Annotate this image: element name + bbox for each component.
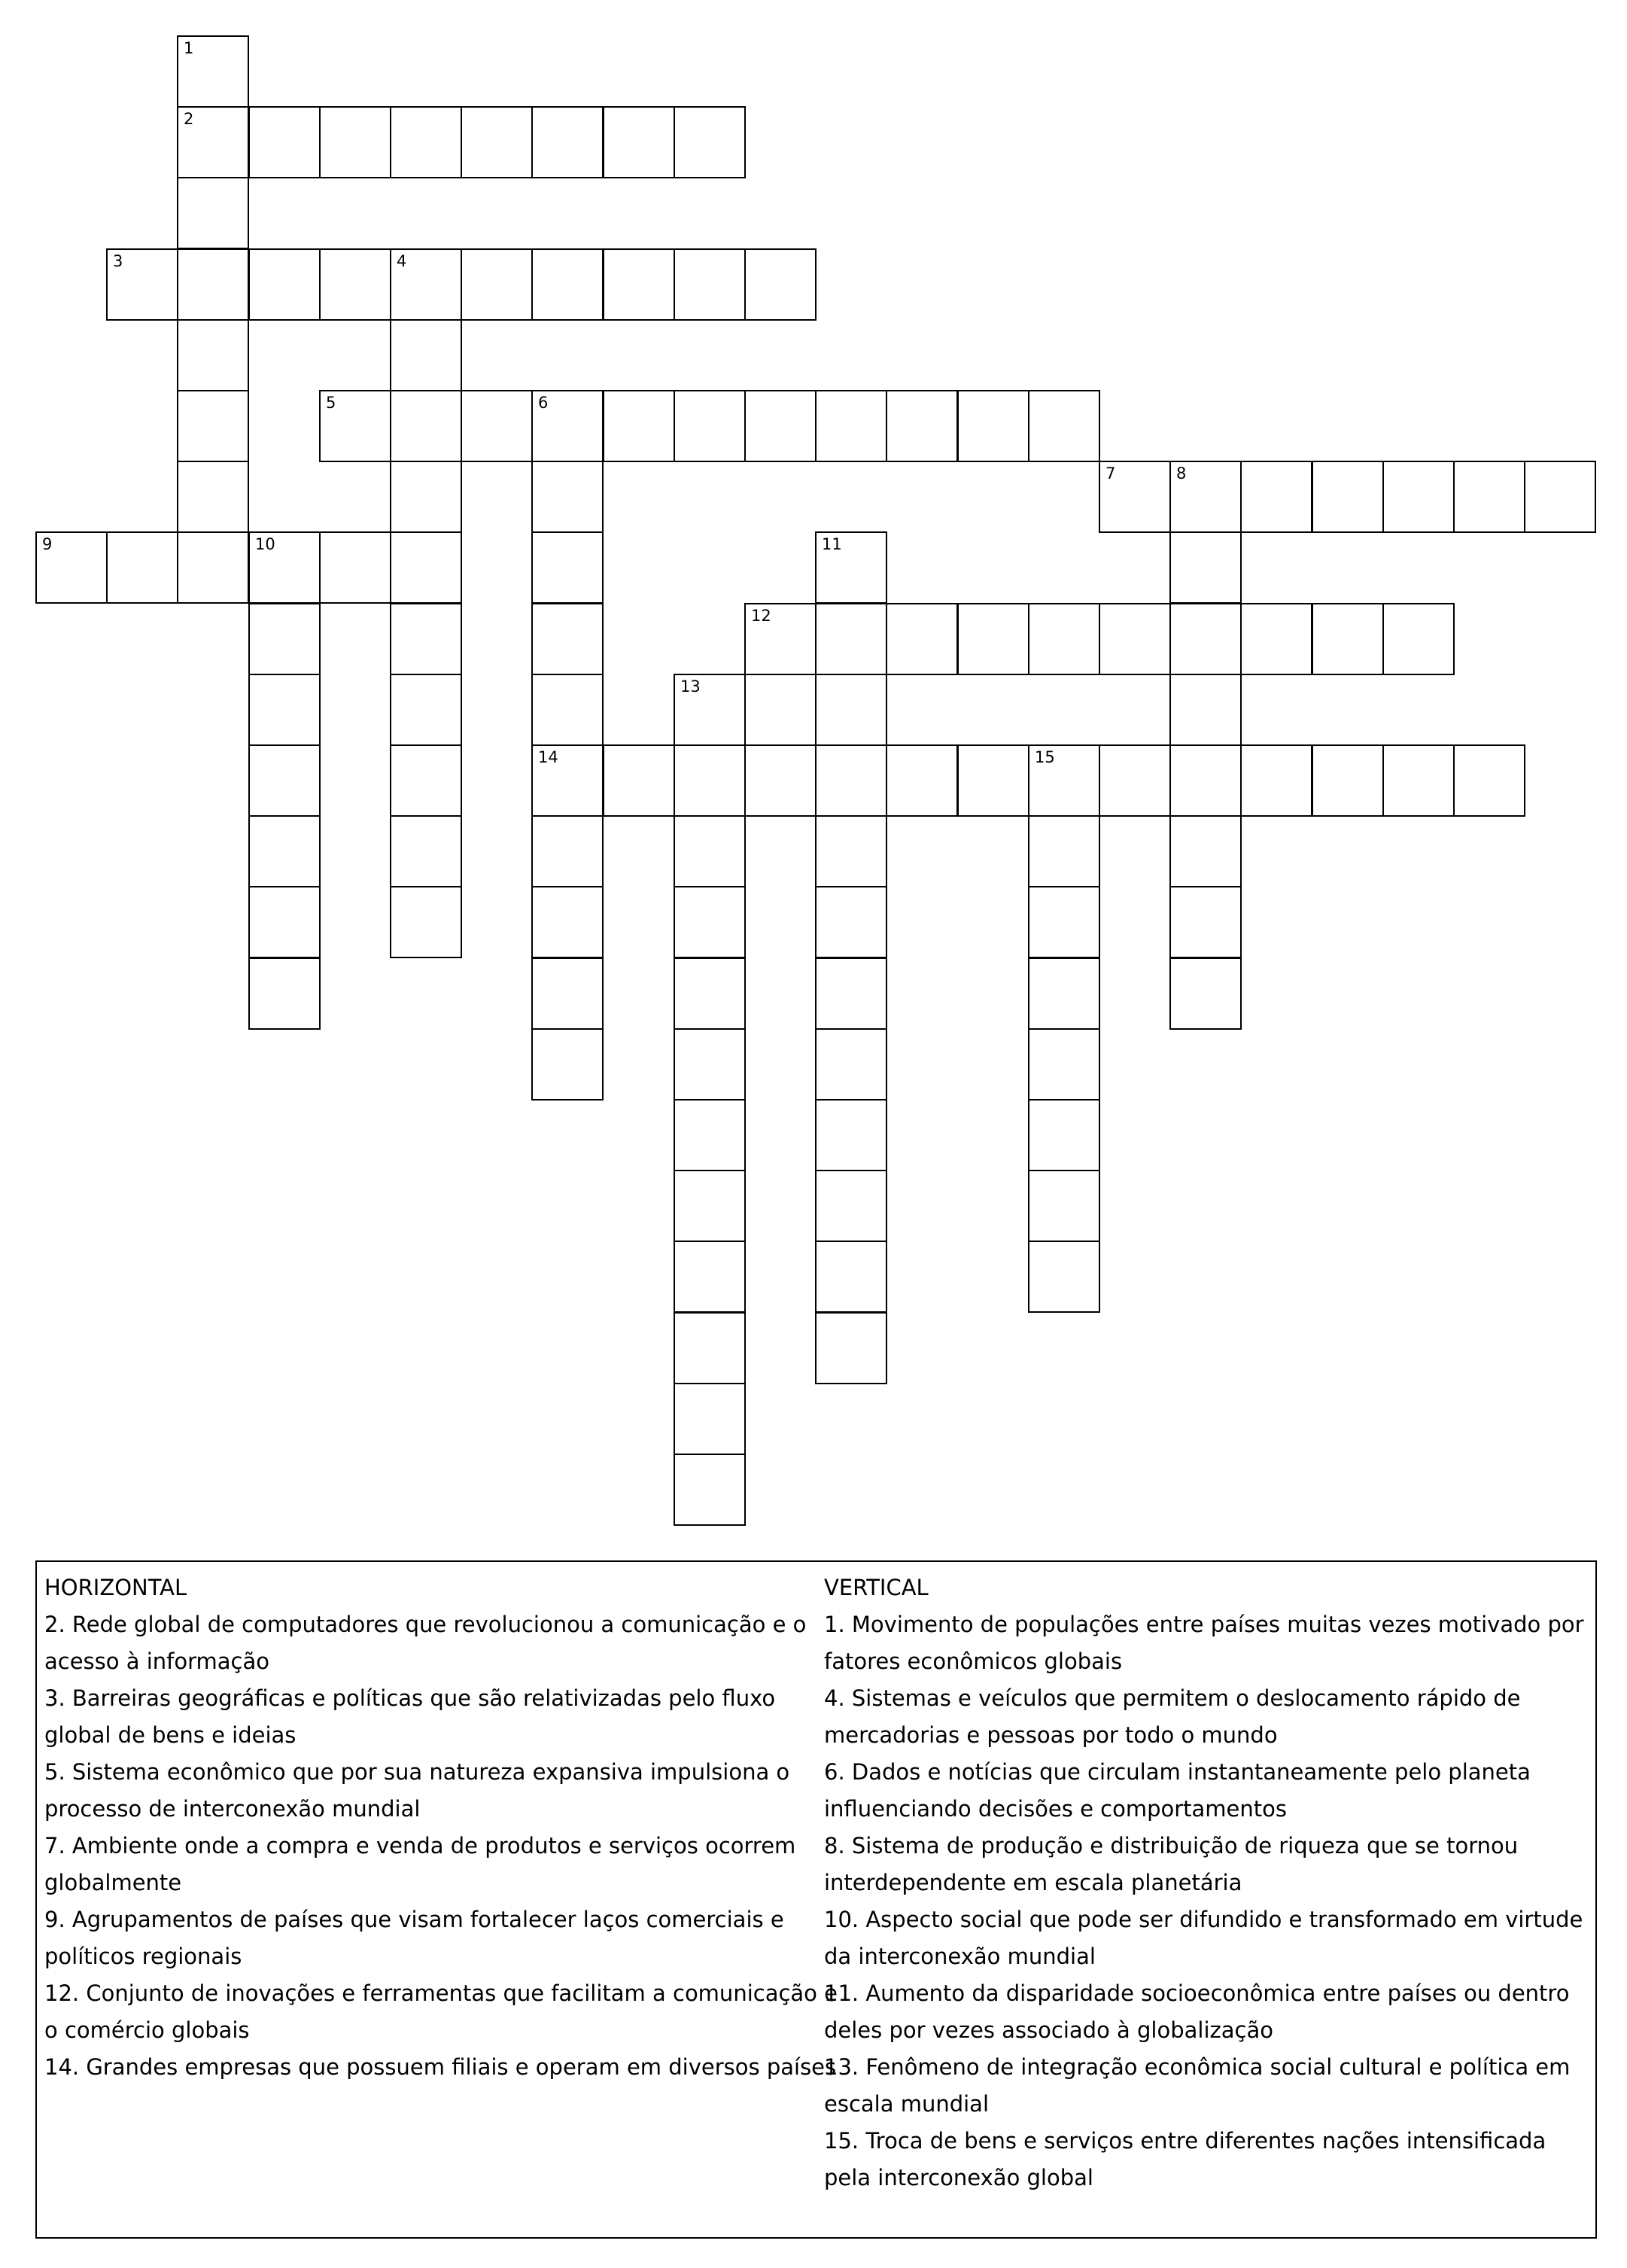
clue-number: 6 xyxy=(538,394,549,412)
crossword-cell[interactable] xyxy=(531,390,604,462)
crossword-cell[interactable] xyxy=(177,177,249,249)
crossword-cell[interactable] xyxy=(1028,1099,1100,1171)
crossword-cell[interactable] xyxy=(1240,744,1312,817)
crossword-cell[interactable] xyxy=(461,248,533,321)
crossword-cell[interactable] xyxy=(815,390,887,462)
horizontal-clues xyxy=(44,1569,842,2086)
crossword-cell[interactable] xyxy=(1453,461,1525,533)
crossword-cell[interactable] xyxy=(319,248,391,321)
clue-number: 13 xyxy=(680,677,701,696)
crossword-cell[interactable] xyxy=(531,957,604,1030)
crossword-cell[interactable] xyxy=(319,390,391,462)
crossword-cell[interactable] xyxy=(674,674,746,746)
crossword-cell[interactable] xyxy=(390,461,462,533)
crossword-cell[interactable] xyxy=(815,886,887,958)
crossword-cell[interactable] xyxy=(390,886,462,958)
crossword-cell[interactable] xyxy=(815,1170,887,1242)
crossword-cell[interactable] xyxy=(815,744,887,817)
clue-number: 1 xyxy=(184,39,194,57)
crossword-cell[interactable] xyxy=(248,957,321,1030)
clue-vertical-10: 10. Aspecto social que pode ser difundido e transformado em virtude da interconexão mundial xyxy=(824,1907,1583,1969)
crossword-cell[interactable] xyxy=(603,744,675,817)
crossword-cell[interactable] xyxy=(531,815,604,887)
crossword-cell[interactable] xyxy=(1028,1241,1100,1313)
crossword-cell[interactable] xyxy=(744,744,817,817)
crossword-cell[interactable] xyxy=(531,674,604,746)
horizontal-title: HORIZONTAL xyxy=(44,1575,187,1600)
crossword-cell[interactable] xyxy=(390,248,462,321)
crossword-cell[interactable] xyxy=(886,603,958,675)
crossword-cell[interactable] xyxy=(390,674,462,746)
crossword-cell[interactable] xyxy=(531,248,604,321)
crossword-cell[interactable] xyxy=(1028,744,1100,817)
clue-vertical-13: 13. Fenômeno de integração econômica social cultural e política em escala mundial xyxy=(824,2054,1571,2117)
crossword-cell[interactable] xyxy=(248,531,321,604)
clue-horizontal-9: 9. Agrupamentos de países que visam fortalecer laços comerciais e políticos regionais xyxy=(44,1907,784,1969)
crossword-cell[interactable] xyxy=(815,603,887,675)
crossword-cell[interactable] xyxy=(248,106,321,178)
clue-number: 4 xyxy=(397,252,407,270)
vertical-clues xyxy=(824,1569,1592,2196)
crossword-cell[interactable] xyxy=(744,248,817,321)
crossword-cell[interactable] xyxy=(957,603,1029,675)
crossword-cell[interactable] xyxy=(674,815,746,887)
crossword-cell[interactable] xyxy=(1169,957,1242,1030)
crossword-cell[interactable] xyxy=(1169,674,1242,746)
crossword-cell[interactable] xyxy=(319,106,391,178)
crossword-cell[interactable] xyxy=(674,1099,746,1171)
clue-number: 5 xyxy=(326,394,336,412)
crossword-cell[interactable] xyxy=(1169,531,1242,604)
crossword-cell[interactable] xyxy=(1169,603,1242,675)
crossword-cell[interactable] xyxy=(815,1028,887,1101)
crossword-cell[interactable] xyxy=(1382,461,1455,533)
crossword-cell[interactable] xyxy=(674,886,746,958)
clue-horizontal-5: 5. Sistema econômico que por sua natureza expansiva impulsiona o processo de interconexão mundial xyxy=(44,1759,790,1822)
crossword-cell[interactable] xyxy=(1312,461,1384,533)
crossword-cell[interactable] xyxy=(674,1383,746,1455)
crossword-cell[interactable] xyxy=(106,531,178,604)
crossword-cell[interactable] xyxy=(248,815,321,887)
crossword-cell[interactable] xyxy=(177,461,249,533)
crossword-cell[interactable] xyxy=(106,248,178,321)
clue-vertical-11: 11. Aumento da disparidade socioeconômica entre países ou dentro deles por vezes associado à globalização xyxy=(824,1980,1570,2043)
crossword-cell[interactable] xyxy=(248,744,321,817)
crossword-cell[interactable] xyxy=(957,744,1029,817)
crossword-cell[interactable] xyxy=(531,106,604,178)
crossword-cell[interactable] xyxy=(674,744,746,817)
crossword-cell[interactable] xyxy=(674,1241,746,1313)
crossword-cell[interactable] xyxy=(531,744,604,817)
crossword-cell[interactable] xyxy=(815,1099,887,1171)
clue-horizontal-14: 14. Grandes empresas que possuem filiais e operam em diversos países xyxy=(44,2054,837,2080)
crossword-cell[interactable] xyxy=(674,1454,746,1526)
crossword-cell[interactable] xyxy=(319,531,391,604)
clue-number: 10 xyxy=(255,535,275,553)
crossword-cell[interactable] xyxy=(674,1312,746,1384)
crossword-cell[interactable] xyxy=(674,248,746,321)
crossword-cell[interactable] xyxy=(390,531,462,604)
crossword-cell[interactable] xyxy=(1524,461,1596,533)
crossword-cell[interactable] xyxy=(1312,603,1384,675)
crossword-cell[interactable] xyxy=(1028,815,1100,887)
crossword-cell[interactable] xyxy=(886,390,958,462)
vertical-title: VERTICAL xyxy=(824,1575,929,1600)
crossword-cell[interactable] xyxy=(1028,886,1100,958)
crossword-cell[interactable] xyxy=(815,531,887,604)
crossword-cell[interactable] xyxy=(390,815,462,887)
crossword-cell[interactable] xyxy=(674,106,746,178)
crossword-cell[interactable] xyxy=(248,886,321,958)
crossword-cell[interactable] xyxy=(674,390,746,462)
clue-number: 12 xyxy=(751,607,771,625)
crossword-cell[interactable] xyxy=(1382,603,1455,675)
clue-number: 14 xyxy=(538,748,558,766)
clue-number: 3 xyxy=(113,252,123,270)
crossword-cell[interactable] xyxy=(531,1028,604,1101)
crossword-cell[interactable] xyxy=(248,674,321,746)
crossword-cell[interactable] xyxy=(461,390,533,462)
crossword-cell[interactable] xyxy=(177,531,249,604)
crossword-cell[interactable] xyxy=(390,319,462,391)
crossword-cell[interactable] xyxy=(531,886,604,958)
crossword-cell[interactable] xyxy=(603,248,675,321)
crossword-cell[interactable] xyxy=(1028,1170,1100,1242)
clue-number: 9 xyxy=(42,535,53,553)
crossword-cell[interactable] xyxy=(1169,461,1242,533)
crossword-cell[interactable] xyxy=(674,1028,746,1101)
crossword-cell[interactable] xyxy=(1028,390,1100,462)
clue-vertical-8: 8. Sistema de produção e distribuição de riqueza que se tornou interdependente em escala planetária xyxy=(824,1833,1519,1895)
crossword-cell[interactable] xyxy=(1169,744,1242,817)
crossword-cell[interactable] xyxy=(957,390,1029,462)
clue-vertical-15: 15. Troca de bens e serviços entre diferentes nações intensificada pela interconexão global xyxy=(824,2128,1546,2190)
crossword-cell[interactable] xyxy=(1453,744,1525,817)
crossword-cell[interactable] xyxy=(1169,815,1242,887)
crossword-cell[interactable] xyxy=(1028,603,1100,675)
crossword-cell[interactable] xyxy=(177,248,249,321)
clue-horizontal-2: 2. Rede global de computadores que revolucionou a comunicação e o acesso à informação xyxy=(44,1612,807,1674)
crossword-cell[interactable] xyxy=(531,603,604,675)
crossword-cell[interactable] xyxy=(177,106,249,178)
clue-number: 7 xyxy=(1105,464,1116,483)
clue-horizontal-12: 12. Conjunto de inovações e ferramentas que facilitam a comunicação e o comércio globais xyxy=(44,1980,838,2043)
crossword-cell[interactable] xyxy=(1240,461,1312,533)
crossword-cell[interactable] xyxy=(248,603,321,675)
crossword-cell[interactable] xyxy=(1099,461,1171,533)
crossword-cell[interactable] xyxy=(177,319,249,391)
crossword-cell[interactable] xyxy=(674,957,746,1030)
crossword-cell[interactable] xyxy=(35,531,108,604)
crossword-cell[interactable] xyxy=(390,603,462,675)
crossword-cell[interactable] xyxy=(815,674,887,746)
crossword-cell[interactable] xyxy=(531,461,604,533)
crossword-cell[interactable] xyxy=(1099,744,1171,817)
crossword-cell[interactable] xyxy=(177,390,249,462)
clue-number: 15 xyxy=(1035,748,1055,766)
crossword-cell[interactable] xyxy=(815,957,887,1030)
clue-vertical-4: 4. Sistemas e veículos que permitem o deslocamento rápido de mercadorias e pessoas por todo o mundo xyxy=(824,1685,1521,1748)
clue-horizontal-7: 7. Ambiente onde a compra e venda de produtos e serviços ocorrem globalmente xyxy=(44,1833,796,1895)
crossword-cell[interactable] xyxy=(603,106,675,178)
crossword-cell[interactable] xyxy=(886,744,958,817)
crossword-cell[interactable] xyxy=(603,390,675,462)
crossword-cell[interactable] xyxy=(248,248,321,321)
crossword-cell[interactable] xyxy=(1382,744,1455,817)
clue-vertical-1: 1. Movimento de populações entre países muitas vezes motivado por fatores econômicos globais xyxy=(824,1612,1584,1674)
crossword-cell[interactable] xyxy=(1240,603,1312,675)
crossword-cell[interactable] xyxy=(815,1312,887,1384)
crossword-cell[interactable] xyxy=(531,531,604,604)
clue-number: 8 xyxy=(1176,464,1187,483)
clue-number: 2 xyxy=(184,110,194,128)
crossword-cell[interactable] xyxy=(1312,744,1384,817)
crossword-cell[interactable] xyxy=(177,35,249,108)
crossword-cell[interactable] xyxy=(1028,1028,1100,1101)
crossword-cell[interactable] xyxy=(390,390,462,462)
crossword-cell[interactable] xyxy=(1099,603,1171,675)
crossword-cell[interactable] xyxy=(815,815,887,887)
clue-box xyxy=(35,1560,1597,2239)
clue-vertical-6: 6. Dados e notícias que circulam instantaneamente pelo planeta influenciando decisões e comportamentos xyxy=(824,1759,1531,1822)
clue-number: 11 xyxy=(822,535,842,553)
clue-horizontal-3: 3. Barreiras geográficas e políticas que são relativizadas pelo fluxo global de bens e ideias xyxy=(44,1685,776,1748)
crossword-cell[interactable] xyxy=(744,390,817,462)
crossword-cell[interactable] xyxy=(744,603,817,675)
crossword-cell[interactable] xyxy=(461,106,533,178)
crossword-cell[interactable] xyxy=(1169,886,1242,958)
crossword-cell[interactable] xyxy=(674,1170,746,1242)
crossword-cell[interactable] xyxy=(390,744,462,817)
crossword-cell[interactable] xyxy=(815,1241,887,1313)
crossword-cell[interactable] xyxy=(1028,957,1100,1030)
crossword-cell[interactable] xyxy=(390,106,462,178)
